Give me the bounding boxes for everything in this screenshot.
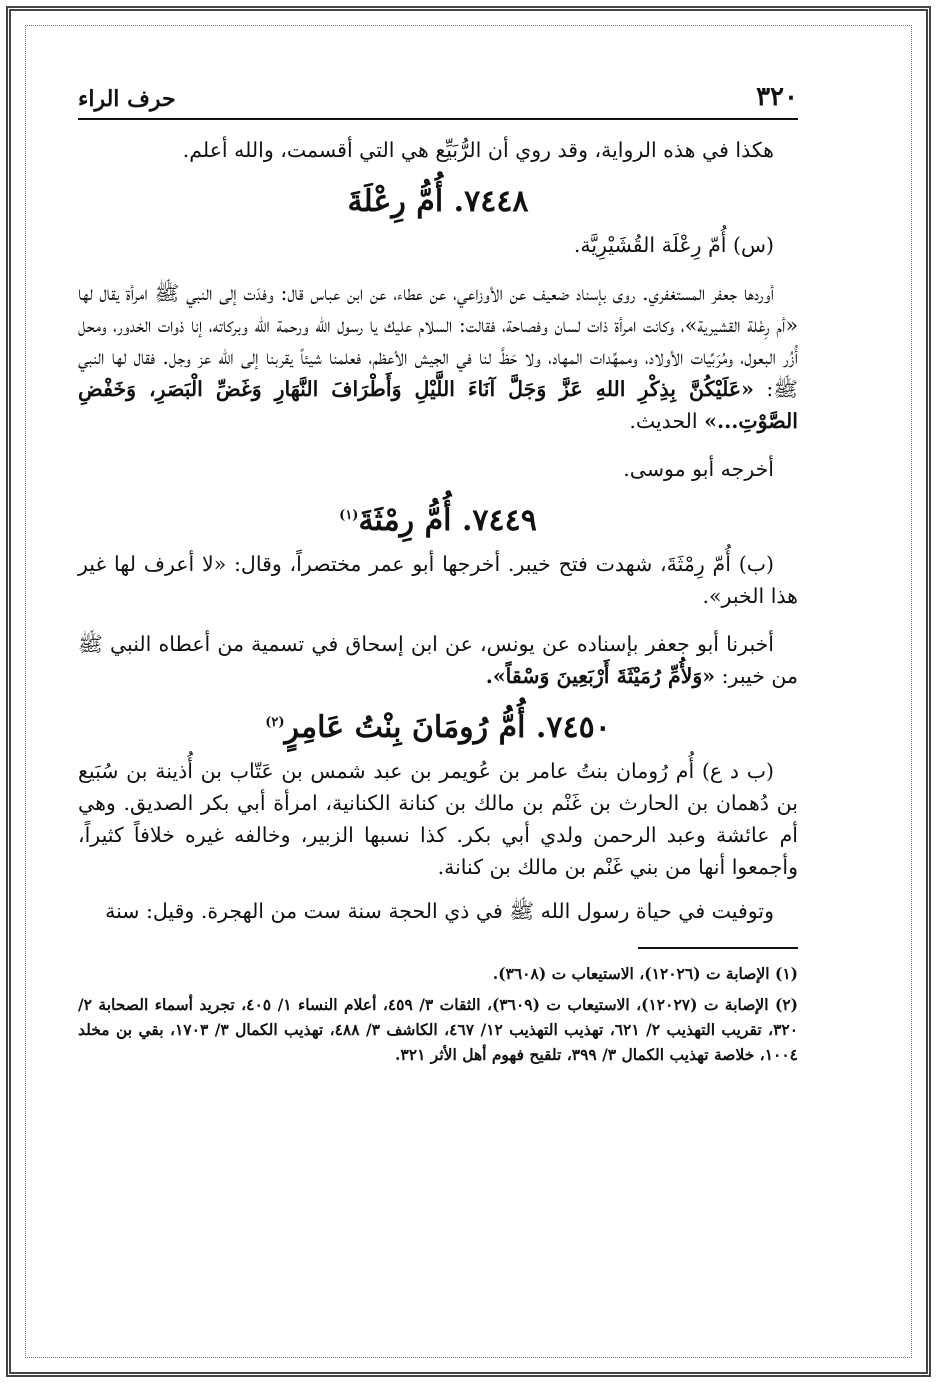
footnote-1: (١) الإصابة ت (١٢٠٢٦)، الاستيعاب ت (٣٦٠٨). (492, 964, 798, 983)
entry-heading-7450 (78, 710, 798, 745)
running-title: حرف الراء (78, 86, 176, 112)
footnote-rule (638, 947, 798, 949)
quote-7449: «وَلأُمِّ رُمَيْثَةَ أَرْبَعِينَ وَسْقاً». (485, 664, 716, 688)
footnote-ref-2: (٢) (265, 715, 285, 730)
continuation-paragraph: هكذا في هذه الرواية، وقد روي أن الرُّبَيِّع هي التي أقسمت، والله أعلم. (182, 138, 774, 162)
page-header (78, 78, 798, 120)
entry-text-7449: أخبرنا أبو جعفر بإسناده عن يونس، عن ابن إسحاق في تسمية من أعطاه النبي ﷺ من خيبر: (78, 632, 798, 688)
footnote-2: (٢) الإصابة ت (١٢٠٢٧)، الاستيعاب ت (٣٦٠٩)، الثقات ٣/ ٤٥٩، أعلام النساء ١/ ٤٠٥، تجريد أسماء الصحابة ٢/ ٣٢٠، تقريب التهذيب ٢/ ٦٢١، تهذيب التهذيب ١٢/ ٤٦٧، الكاشف ٣/ ٤٨٨، تهذيب الكمال ٣/ ١٧٠٣، بقي بن مخلد ١٠٠٤، خلاصة تهذيب الكمال ٣/ ٣٩٩، تلقيح فهوم أهل الأثر ٣٢١. (78, 995, 799, 1064)
entry-title-7448: ٧٤٤٨. أُمُّ رِعْلَةَ (347, 184, 529, 219)
entry-chain-7449 (78, 628, 798, 692)
hadith-label: الحديث. (629, 409, 698, 433)
entry-body-7448 (78, 277, 798, 437)
entry-code-7448: (س) أُمّ رِعْلَة القُشَيْرِيَّة. (573, 233, 774, 257)
entry-title-7450: ٧٤٥٠. أُمُّ رُومَانَ بِنْتُ عَامِرٍ (284, 710, 611, 745)
entry-body-7450: (ب د ع) أُم رُومان بنتُ عامر بن عُويمر بن عبد شمس بن عَتّاب بن أُذينة بن سُبَيع بن دُهمان بن الحارث بن غَنْم بن مالك بن كنانة الكنانية، امرأة أبي بكر الصديق. وهي أم عائشة وعبد الرحمن ولدي أبي بكر. كذا نسبها الزبير، وخالفه غيره خلافاً كثيراً، وأجمعوا أنها من بني غَنْم بن مالك بن كنانة. (78, 759, 798, 879)
takhrij-7448: أخرجه أبو موسى. (623, 457, 774, 481)
entry-body-7449: (ب) أُمّ رِمْثَةَ، شهدت فتح خيبر. أخرجها أبو عمر مختصراً، وقال: «لا أعرف لها غير هذا الخبر». (78, 552, 798, 608)
hadith-quote-7448: «عَلَيْكُنَّ بِذِكْرِ اللهِ عَزَّ وَجَلَّ آنَاءَ اللَّيْلِ وَأَطْرَافَ النَّهَارِ وَغَضِّ الْبَصَرِ، وَخَفْضِ الصَّوْتِ...» (78, 377, 798, 433)
entry-text-7448: أوردها جعفر المستغفري. روى بإسناد ضعيف عن الأوزاعي، عن عطاء، عن ابن عباس قال: وفدَت إلى النبي ﷺ امرأة يقال لها «أم رِعْلة القشيرية»، وكانت امرأة ذات لسان وفصاحة، فقالت: السلام عليك يا رسول الله ورحمة الله وبركاته، إنا ذوات الخدور، ومحل أُزُر البعول، ومُرَبِّيات الأولاد، وممهِّدات المهاد، ولا حَظَّ لنا في الجيش الأعظم، فعلمنا شيئاً يقربنا إلى الله عز وجل. فقال لها النبي ﷺ: (78, 281, 798, 401)
page-number: ٣٢٠ (756, 82, 798, 112)
page-content (78, 78, 798, 1067)
footnote-ref-1: (١) (339, 508, 359, 523)
entry-death-7450: وتوفيت في حياة رسول الله ﷺ في ذي الحجة سنة ست من الهجرة. وقيل: سنة (105, 899, 774, 923)
entry-heading-7449 (78, 503, 798, 538)
entry-title-7449: ٧٤٤٩. أُمُّ رِمْثَةَ (358, 503, 537, 538)
